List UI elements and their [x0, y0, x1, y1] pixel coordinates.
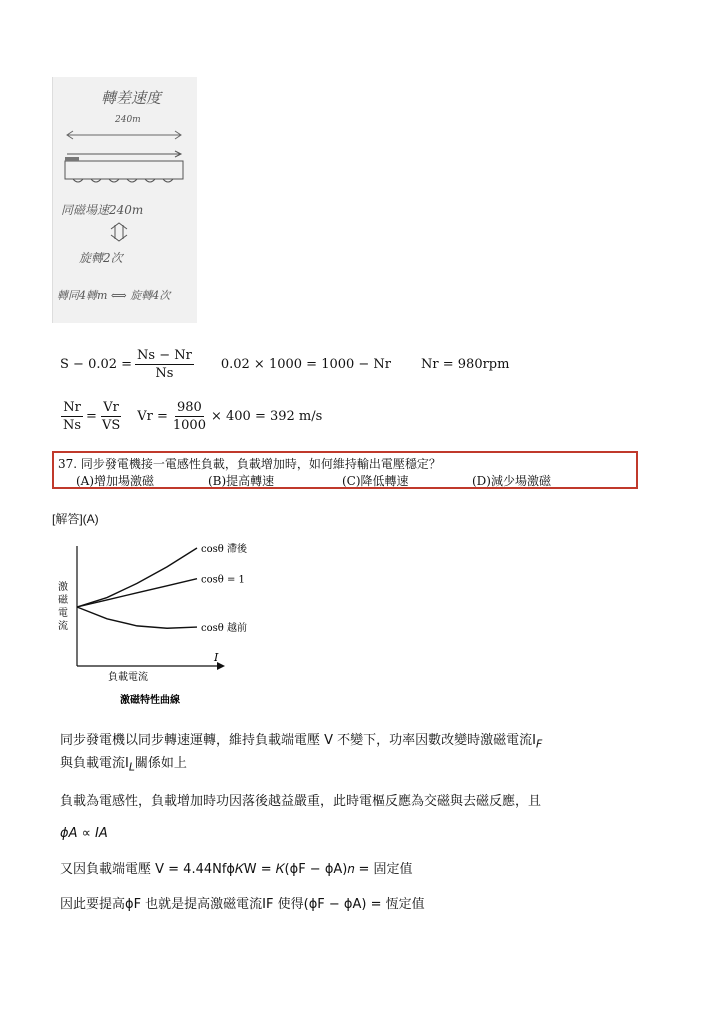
- option-c: (C)降低轉速: [342, 474, 409, 488]
- eq2-fraction-c: [171, 399, 208, 434]
- paragraph-3: ϕA ∝ IA: [60, 826, 108, 841]
- eq1-denominator: Ns: [155, 366, 174, 381]
- series-line-2: [77, 607, 197, 628]
- x-axis-label: 負載電流: [108, 672, 148, 683]
- eq1-right: Nr = 980rpm: [421, 357, 510, 372]
- p1b-end: 關係如上: [134, 756, 187, 771]
- eq1-middle: 0.02 × 1000 = 1000 − Nr: [220, 357, 392, 372]
- eq1-numerator: Ns − Nr: [137, 348, 192, 363]
- answer-label: [解答](A): [52, 512, 99, 526]
- excitation-chart: [52, 538, 252, 710]
- option-d: (D)減少場激磁: [472, 474, 551, 488]
- paragraph-2: 負載為電感性，負載增加時功因落後越益嚴重，此時電樞反應為交磁與去磁反應，且: [60, 794, 542, 809]
- question-box: [52, 451, 638, 489]
- p1a-sub: F: [536, 737, 543, 751]
- series-labels: [201, 542, 248, 634]
- series-label-0: cosθ 滯後: [201, 544, 247, 555]
- eq2-num-a: Nr: [63, 400, 81, 415]
- p1b-sub: L: [128, 760, 135, 774]
- chart-title: 激磁特性曲線: [120, 695, 180, 706]
- eq2-den-a: Ns: [63, 418, 82, 433]
- eq2-den-c: 1000: [172, 418, 206, 433]
- x-axis-symbol: I: [214, 651, 219, 664]
- sketch-line-2: 旋轉2次: [79, 251, 123, 265]
- eq2-fraction-b: [100, 399, 122, 434]
- p1b-text: 與負載電流I: [60, 756, 129, 771]
- paragraph-1: [60, 729, 542, 751]
- series-label-2: cosθ 越前: [201, 623, 247, 635]
- series-label-1: cosθ = 1: [201, 574, 245, 586]
- eq2-left: Vr =: [137, 409, 168, 424]
- question-stem: 37. 同步發電機接一電感性負載，負載增加時，如何維持輸出電壓穩定？: [58, 457, 441, 471]
- eq2-right: × 400 = 392 m/s: [210, 409, 323, 424]
- eq1-fraction: [135, 347, 194, 382]
- eq2-fraction-a: [61, 399, 83, 434]
- y-axis-label: 激磁電流: [58, 582, 68, 632]
- option-a: (A)增加場激磁: [76, 474, 155, 488]
- eq1-left: S − 0.02 =: [60, 357, 133, 372]
- sketch-line-1: 同磁場速240m: [61, 203, 144, 217]
- option-b: (B)提高轉速: [208, 474, 275, 488]
- paragraph-4: 又因負載端電壓 V = 4.44Nfϕ𝐾W = 𝐾(ϕF − ϕA)𝑛 = 固定值: [60, 862, 413, 877]
- p1a-text: 同步發電機以同步轉速運轉，維持負載端電壓 V 不變下，功率因數改變時激磁電流I: [60, 733, 536, 748]
- eq2-num-b: Vr: [103, 400, 119, 415]
- paragraph-1-cont: [60, 752, 187, 774]
- eq2-den-b: VS: [101, 418, 121, 433]
- sketch-length-label: 240m: [115, 115, 141, 125]
- eq2-num-c: 980: [177, 400, 202, 415]
- sketch-line-3: 轉同4轉m ⟺ 旋轉4次: [57, 289, 171, 302]
- paragraph-5: 因此要提高ϕF 也就是提高激磁電流IF 使得(ϕF − ϕA) = 恆定值: [60, 897, 425, 912]
- equation-speed: $\frac{Nr}{Ns}$ = $\frac{Vr}{VS}$ Vr = $\frac{980}{1000}$ × 400 = 392 m/s: [63, 400, 323, 433]
- sketch-title: 轉差速度: [101, 89, 162, 107]
- series-line-0: [77, 548, 197, 607]
- handwritten-sketch-image: [52, 77, 197, 323]
- series-group: [77, 548, 197, 628]
- equation-slip: [60, 347, 509, 382]
